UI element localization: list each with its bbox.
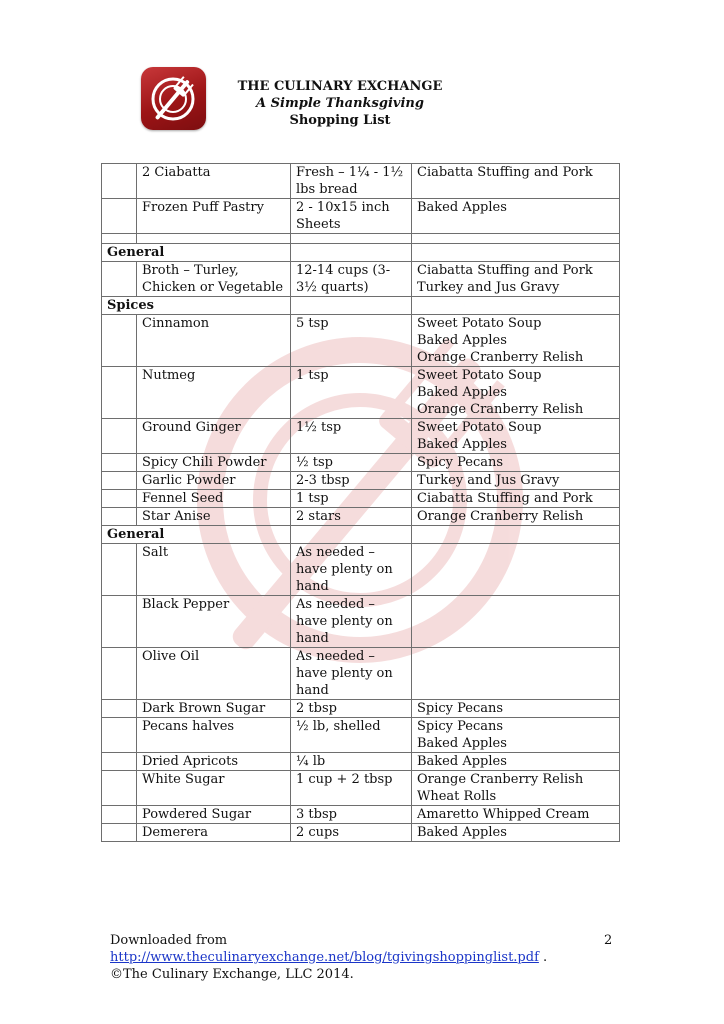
document-header	[220, 78, 460, 129]
item-recipes	[412, 367, 620, 419]
item-name: Black Pepper	[137, 596, 291, 648]
indent-cell	[102, 199, 137, 234]
item-quantity: 5 tsp	[291, 315, 412, 367]
item-recipes	[412, 419, 620, 454]
table-row	[102, 718, 620, 753]
item-recipes	[412, 718, 620, 753]
table-row	[102, 753, 620, 771]
item-recipes	[412, 824, 620, 842]
item-recipes	[412, 244, 620, 262]
item-name: Frozen Puff Pastry	[137, 199, 291, 234]
item-recipes	[412, 297, 620, 315]
recipe-name: Baked Apples	[417, 437, 507, 452]
item-quantity: 2 - 10x15 inch Sheets	[291, 199, 412, 234]
recipe-name: Baked Apples	[417, 754, 507, 769]
item-name: Broth – Turley, Chicken or Vegetable	[137, 262, 291, 297]
indent-cell	[102, 753, 137, 771]
item-recipes	[412, 234, 620, 244]
recipe-name: Orange Cranberry Relish	[417, 350, 584, 365]
recipe-name: Baked Apples	[417, 736, 507, 751]
item-name: 2 Ciabatta	[137, 164, 291, 199]
item-quantity: ½ tsp	[291, 454, 412, 472]
table-row	[102, 472, 620, 490]
table-row	[102, 199, 620, 234]
document-title: THE CULINARY EXCHANGE	[237, 79, 443, 94]
item-quantity: As needed – have plenty on hand	[291, 596, 412, 648]
table-row	[102, 806, 620, 824]
item-quantity: 12-14 cups (3-3½ quarts)	[291, 262, 412, 297]
table-row	[102, 454, 620, 472]
recipe-name: Sweet Potato Soup	[417, 420, 542, 435]
indent-cell	[102, 490, 137, 508]
indent-cell	[102, 262, 137, 297]
recipe-name: Baked Apples	[417, 333, 507, 348]
item-recipes	[412, 454, 620, 472]
item-quantity	[291, 526, 412, 544]
recipe-name: Ciabatta Stuffing and Pork	[417, 491, 593, 506]
document-subtitle: A Simple Thanksgiving	[256, 96, 424, 111]
table-row	[102, 700, 620, 718]
table-row	[102, 544, 620, 596]
item-recipes	[412, 199, 620, 234]
blank-row	[102, 234, 620, 244]
recipe-name: Orange Cranberry Relish	[417, 772, 584, 787]
indent-cell	[102, 419, 137, 454]
recipe-name: Baked Apples	[417, 385, 507, 400]
category-row	[102, 297, 620, 315]
item-name: Spicy Chili Powder	[137, 454, 291, 472]
recipe-name: Amaretto Whipped Cream	[417, 807, 590, 822]
table-row	[102, 490, 620, 508]
footer-link-line	[110, 949, 620, 966]
item-recipes	[412, 648, 620, 700]
recipe-name: Spicy Pecans	[417, 455, 504, 470]
item-recipes	[412, 315, 620, 367]
item-name: Olive Oil	[137, 648, 291, 700]
item-quantity: 1 tsp	[291, 490, 412, 508]
indent-cell	[102, 700, 137, 718]
indent-cell	[102, 315, 137, 367]
item-recipes	[412, 544, 620, 596]
item-recipes	[412, 753, 620, 771]
item-name: Powdered Sugar	[137, 806, 291, 824]
item-quantity: ¼ lb	[291, 753, 412, 771]
table-row	[102, 164, 620, 199]
category-row	[102, 526, 620, 544]
table-row	[102, 508, 620, 526]
item-name: White Sugar	[137, 771, 291, 806]
shopping-list-body	[102, 164, 620, 842]
category-label: Spices	[102, 297, 291, 315]
table-row	[102, 648, 620, 700]
item-quantity: 2 stars	[291, 508, 412, 526]
recipe-name: Turkey and Jus Gravy	[417, 473, 560, 488]
item-name: Fennel Seed	[137, 490, 291, 508]
item-recipes	[412, 771, 620, 806]
fork-plate-icon	[141, 67, 206, 130]
category-label: General	[102, 526, 291, 544]
item-name: Dark Brown Sugar	[137, 700, 291, 718]
recipe-name: Spicy Pecans	[417, 719, 504, 734]
item-name: Garlic Powder	[137, 472, 291, 490]
item-quantity: ½ lb, shelled	[291, 718, 412, 753]
indent-cell	[102, 771, 137, 806]
page-footer	[110, 932, 620, 983]
indent-cell	[102, 824, 137, 842]
indent-cell	[102, 234, 137, 244]
item-name	[137, 234, 291, 244]
indent-cell	[102, 648, 137, 700]
item-quantity: 2-3 tbsp	[291, 472, 412, 490]
recipe-name: Sweet Potato Soup	[417, 368, 542, 383]
table-row	[102, 419, 620, 454]
item-recipes	[412, 596, 620, 648]
recipe-name: Baked Apples	[417, 200, 507, 215]
item-name: Cinnamon	[137, 315, 291, 367]
item-recipes	[412, 490, 620, 508]
shopping-list-table	[101, 163, 620, 842]
source-link[interactable]: http://www.theculinaryexchange.net/blog/tgivingshoppinglist.pdf	[110, 950, 539, 965]
item-recipes	[412, 526, 620, 544]
recipe-name: Orange Cranberry Relish	[417, 402, 584, 417]
item-name: Pecans halves	[137, 718, 291, 753]
item-name: Salt	[137, 544, 291, 596]
item-recipes	[412, 472, 620, 490]
item-quantity	[291, 297, 412, 315]
item-quantity: 1½ tsp	[291, 419, 412, 454]
recipe-name: Sweet Potato Soup	[417, 316, 542, 331]
fork-and-plate-logo	[141, 67, 206, 130]
recipe-name: Spicy Pecans	[417, 701, 504, 716]
item-quantity	[291, 234, 412, 244]
page-number: 2	[604, 933, 613, 948]
indent-cell	[102, 806, 137, 824]
table-row	[102, 315, 620, 367]
item-name: Dried Apricots	[137, 753, 291, 771]
recipe-name: Baked Apples	[417, 825, 507, 840]
document-subtitle-2: Shopping List	[289, 113, 391, 128]
recipe-name: Ciabatta Stuffing and Pork	[417, 165, 593, 180]
indent-cell	[102, 454, 137, 472]
item-recipes	[412, 806, 620, 824]
indent-cell	[102, 367, 137, 419]
footer-link-suffix: .	[538, 950, 548, 965]
item-quantity: As needed – have plenty on hand	[291, 544, 412, 596]
indent-cell	[102, 472, 137, 490]
item-recipes	[412, 700, 620, 718]
indent-cell	[102, 596, 137, 648]
item-quantity: 3 tbsp	[291, 806, 412, 824]
recipe-name: Orange Cranberry Relish	[417, 509, 584, 524]
recipe-name: Wheat Rolls	[417, 789, 497, 804]
item-name: Ground Ginger	[137, 419, 291, 454]
footer-downloaded-from: Downloaded from	[110, 933, 228, 948]
table-row	[102, 824, 620, 842]
item-quantity: As needed – have plenty on hand	[291, 648, 412, 700]
recipe-name: Ciabatta Stuffing and Pork	[417, 263, 593, 278]
item-recipes	[412, 508, 620, 526]
item-name: Demerera	[137, 824, 291, 842]
item-quantity: 1 tsp	[291, 367, 412, 419]
table-row	[102, 771, 620, 806]
item-recipes	[412, 164, 620, 199]
category-label: General	[102, 244, 291, 262]
indent-cell	[102, 164, 137, 199]
indent-cell	[102, 718, 137, 753]
category-row	[102, 244, 620, 262]
item-quantity	[291, 244, 412, 262]
item-quantity: 1 cup + 2 tbsp	[291, 771, 412, 806]
indent-cell	[102, 508, 137, 526]
table-row	[102, 596, 620, 648]
item-name: Star Anise	[137, 508, 291, 526]
item-quantity: Fresh – 1¼ - 1½ lbs bread	[291, 164, 412, 199]
item-name: Nutmeg	[137, 367, 291, 419]
indent-cell	[102, 544, 137, 596]
table-row	[102, 262, 620, 297]
item-quantity: 2 cups	[291, 824, 412, 842]
item-quantity: 2 tbsp	[291, 700, 412, 718]
item-recipes	[412, 262, 620, 297]
footer-copyright: ©The Culinary Exchange, LLC 2014.	[110, 967, 354, 982]
recipe-name: Turkey and Jus Gravy	[417, 280, 560, 295]
table-row	[102, 367, 620, 419]
